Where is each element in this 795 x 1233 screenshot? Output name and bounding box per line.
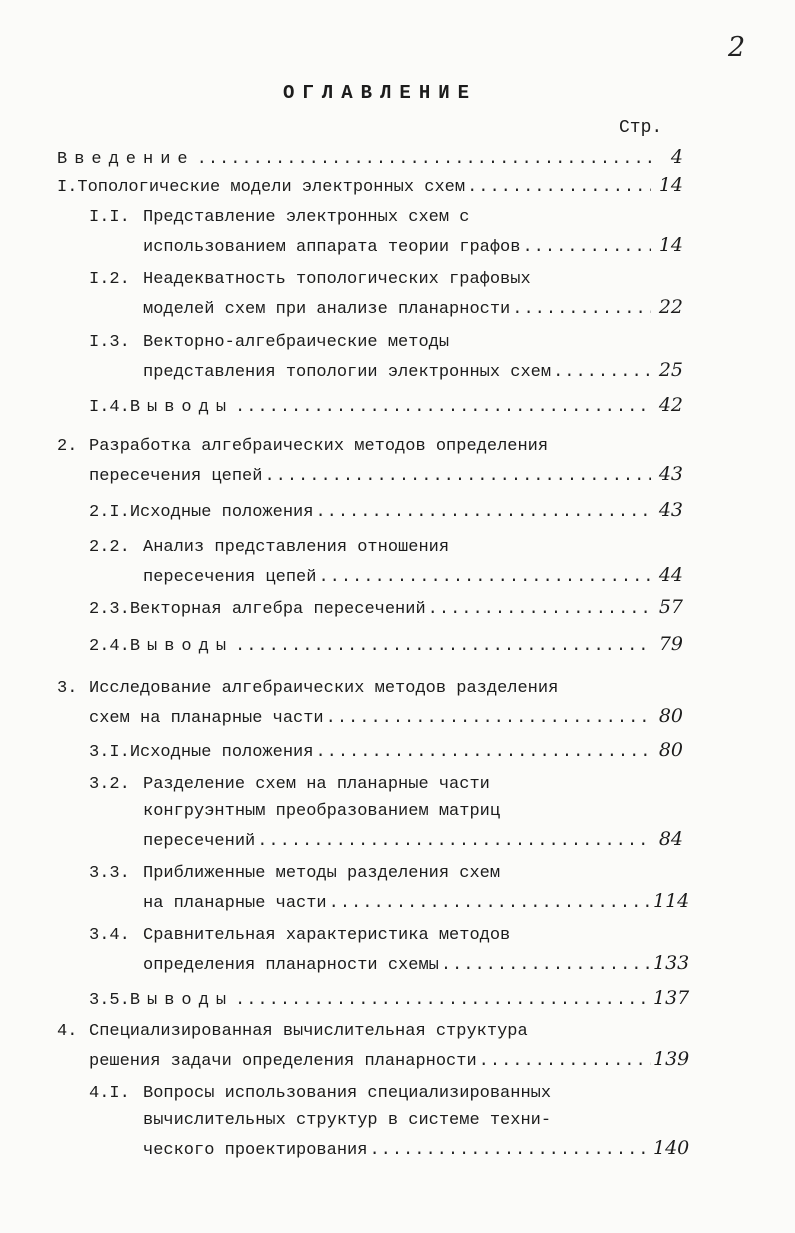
toc-entry-number: 3. bbox=[57, 679, 78, 698]
toc-line bbox=[89, 1045, 690, 1073]
toc-entry-number: I.I. bbox=[89, 208, 130, 227]
toc-entry-title: Сравнительная характеристика методов bbox=[143, 926, 511, 945]
toc-line bbox=[89, 736, 683, 764]
toc-entry-title: Разделение схем на планарные части bbox=[143, 775, 490, 794]
toc-entry-title: пересечения цепей bbox=[89, 467, 263, 486]
dot-leader bbox=[326, 705, 651, 733]
toc-page-number: 79 bbox=[658, 633, 683, 655]
dot-leader bbox=[235, 394, 651, 422]
toc-entry-number: 3.5. bbox=[89, 991, 130, 1010]
toc-line bbox=[89, 702, 683, 730]
toc-line bbox=[143, 1107, 551, 1135]
toc-entry-title: Исходные положения bbox=[129, 743, 314, 762]
toc-entry-title: Исследование алгебраических методов разделения bbox=[89, 679, 559, 698]
toc-entry-title: Выводы bbox=[129, 637, 234, 656]
toc-entry-title: Топологические модели электронных схем bbox=[77, 178, 466, 197]
toc-line bbox=[143, 561, 683, 589]
toc-line bbox=[89, 460, 683, 488]
toc-line bbox=[57, 675, 558, 703]
toc-line bbox=[57, 1018, 528, 1046]
toc-line bbox=[57, 143, 683, 171]
toc-page-number: 43 bbox=[658, 463, 683, 485]
toc-line bbox=[89, 496, 683, 524]
toc-line bbox=[89, 1080, 551, 1108]
toc-entry-number: 3.4. bbox=[89, 926, 130, 945]
dot-leader bbox=[318, 564, 651, 592]
toc-line bbox=[89, 204, 469, 232]
toc-entry-title: Выводы bbox=[129, 398, 234, 417]
toc-entry-title: моделей схем при анализе планарности bbox=[143, 300, 511, 319]
toc-page-number: 22 bbox=[658, 296, 683, 318]
toc-entry-title: Неадекватность топологических графовых bbox=[143, 270, 531, 289]
dot-leader bbox=[479, 1048, 651, 1076]
toc-entry-number: 2.4. bbox=[89, 637, 130, 656]
toc-entry-number: 2. bbox=[57, 437, 78, 456]
toc-entry-title: схем на планарные части bbox=[89, 709, 324, 728]
toc-entry-title: Анализ представления отношения bbox=[143, 538, 450, 557]
dot-leader bbox=[315, 739, 651, 767]
dot-leader bbox=[553, 359, 651, 387]
toc-page-number: 84 bbox=[658, 828, 683, 850]
toc-page-number: 57 bbox=[658, 596, 683, 618]
toc-entry-number: 2.I. bbox=[89, 503, 130, 522]
toc-entry-number: 4. bbox=[57, 1022, 78, 1041]
dot-leader bbox=[197, 146, 651, 174]
dot-leader bbox=[369, 1137, 651, 1165]
toc-entry-title: использованием аппарата теории графов bbox=[143, 238, 521, 257]
dot-leader bbox=[522, 234, 651, 262]
toc-page-number: 137 bbox=[653, 987, 690, 1009]
dot-leader bbox=[441, 952, 651, 980]
toc-entry-title: пересечений bbox=[143, 832, 256, 851]
toc-page-number: 114 bbox=[653, 890, 690, 912]
toc-entry-number: 4.I. bbox=[89, 1084, 130, 1103]
toc-line bbox=[57, 433, 548, 461]
toc-line bbox=[143, 231, 683, 259]
toc-entry-title: пересечения цепей bbox=[143, 568, 317, 587]
toc-entry-number: 3.3. bbox=[89, 864, 130, 883]
toc-entry-title: Исходные положения bbox=[129, 503, 314, 522]
toc-entry-number: 2.2. bbox=[89, 538, 130, 557]
dot-leader bbox=[329, 890, 651, 918]
dot-leader bbox=[315, 499, 651, 527]
toc-page-number: 80 bbox=[658, 739, 683, 761]
toc-entry-title: конгруэнтным преобразованием матриц bbox=[143, 802, 501, 821]
toc-entry-title: Введение bbox=[57, 150, 195, 169]
toc-page-number: 80 bbox=[658, 705, 683, 727]
toc-line bbox=[143, 1134, 690, 1162]
toc-entry-title: Векторно-алгебраические методы bbox=[143, 333, 450, 352]
toc-line bbox=[89, 391, 683, 419]
toc-page-number: 14 bbox=[658, 234, 683, 256]
toc-line bbox=[89, 593, 683, 621]
dot-leader bbox=[428, 596, 651, 624]
toc-line bbox=[143, 798, 500, 826]
toc-entry-number: 3.I. bbox=[89, 743, 130, 762]
toc-line bbox=[89, 534, 449, 562]
toc-line bbox=[89, 329, 449, 357]
toc-line bbox=[143, 887, 690, 915]
dot-leader bbox=[512, 296, 651, 324]
toc-line bbox=[89, 771, 490, 799]
toc-line bbox=[89, 984, 690, 1012]
toc-page-number: 44 bbox=[658, 564, 683, 586]
page-column-label: Стр. bbox=[619, 118, 663, 138]
toc-entry-title: ческого проектирования bbox=[143, 1141, 368, 1160]
toc-page-number: 25 bbox=[658, 359, 683, 381]
toc-entry-number: I. bbox=[57, 178, 78, 197]
toc-page-number: 133 bbox=[653, 952, 690, 974]
toc-entry-title: Выводы bbox=[129, 991, 234, 1010]
toc-page-number: 139 bbox=[653, 1048, 690, 1070]
toc-entry-number: 2.3. bbox=[89, 600, 130, 619]
toc-entry-number: I.2. bbox=[89, 270, 130, 289]
dot-leader bbox=[257, 828, 651, 856]
toc-entry-number: I.4. bbox=[89, 398, 130, 417]
document-title: ОГЛАВЛЕНИЕ bbox=[283, 82, 478, 104]
toc-entry-title: Разработка алгебраических методов определения bbox=[89, 437, 549, 456]
toc-entry-title: Векторная алгебра пересечений bbox=[129, 600, 426, 619]
toc-entry-title: решения задачи определения планарности bbox=[89, 1052, 477, 1071]
dot-leader bbox=[235, 633, 651, 661]
dot-leader bbox=[235, 987, 651, 1015]
toc-entry-title: Вопросы использования специализированных bbox=[143, 1084, 552, 1103]
toc-line bbox=[89, 630, 683, 658]
toc-entry-title: Представление электронных схем с bbox=[143, 208, 470, 227]
toc-entry-title: на планарные части bbox=[143, 894, 327, 913]
toc-line bbox=[143, 949, 690, 977]
toc-page-number: 140 bbox=[653, 1137, 690, 1159]
toc-page-number: 42 bbox=[658, 394, 683, 416]
toc-line bbox=[57, 171, 683, 199]
toc-page-number: 43 bbox=[658, 499, 683, 521]
toc-line bbox=[143, 825, 683, 853]
toc-entry-title: Специализированная вычислительная структура bbox=[89, 1022, 528, 1041]
toc-entry-number: I.3. bbox=[89, 333, 130, 352]
toc-line bbox=[89, 922, 510, 950]
page-number: 2 bbox=[728, 32, 746, 63]
toc-entry-title: определения планарности схемы bbox=[143, 956, 439, 975]
toc-line bbox=[143, 293, 683, 321]
toc-entry-title: Приближенные методы разделения схем bbox=[143, 864, 501, 883]
toc-line bbox=[143, 356, 683, 384]
toc-entry-title: представления топологии электронных схем bbox=[143, 363, 552, 382]
toc-entry-number: 3.2. bbox=[89, 775, 130, 794]
toc-page-number: 4 bbox=[670, 146, 683, 168]
toc-line bbox=[89, 266, 531, 294]
toc-page-number: 14 bbox=[658, 174, 683, 196]
dot-leader bbox=[264, 463, 651, 491]
toc-entry-title: вычислительных структур в системе техни- bbox=[143, 1111, 552, 1130]
toc-line bbox=[89, 860, 500, 888]
dot-leader bbox=[467, 174, 651, 202]
